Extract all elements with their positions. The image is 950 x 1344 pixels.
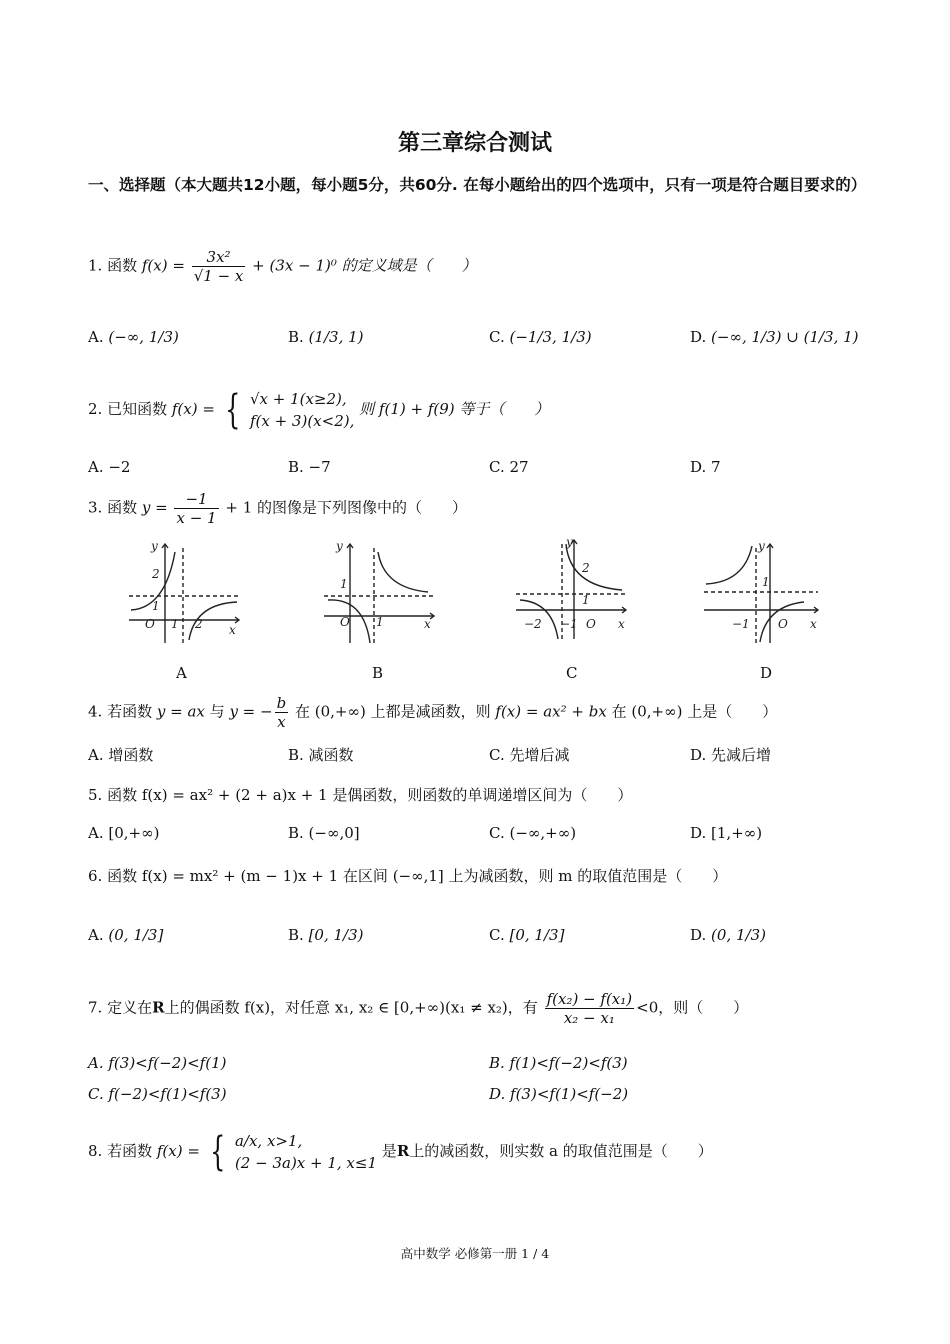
q2-option-a: A. −2 <box>88 458 131 476</box>
graph-label-d: D <box>760 664 773 682</box>
q1-tail: + (3x − 1)⁰ 的定义域是（ ） <box>252 256 477 275</box>
q2-cases: √x + 1(x≥2), f(x + 3)(x<2), <box>249 390 355 430</box>
q6-option-a: A. (0, 1/3] <box>88 926 164 944</box>
section-heading: 一、选择题（本大题共12小题，每小题5分，共60分. 在每小题给出的四个选项中，只有一项是符合题目要求的） <box>88 176 867 194</box>
svg-text:1: 1 <box>171 617 179 631</box>
svg-text:2: 2 <box>195 617 203 631</box>
svg-text:x: x <box>810 617 817 631</box>
svg-text:O: O <box>586 617 596 631</box>
svg-text:O: O <box>340 615 350 629</box>
svg-text:2: 2 <box>582 561 590 575</box>
graph-a <box>125 538 245 648</box>
q1-option-d: D. (−∞, 1/3) ∪ (1/3, 1) <box>690 328 859 346</box>
question-5: 5. 函数 f(x) = ax² + (2 + a)x + 1 是偶函数，则函数的单调递增区间为（ ） <box>88 786 633 804</box>
graph-d <box>700 538 825 648</box>
q1-option-a: A. (−∞, 1/3) <box>88 328 179 346</box>
svg-text:−1: −1 <box>732 617 750 631</box>
q2-option-d: D. 7 <box>690 458 721 476</box>
question-2: 2. 已知函数 f(x) = { √x + 1(x≥2), f(x + 3)(x<2), 则 f(1) + f(9) 等于（ ） <box>88 387 550 433</box>
svg-text:y: y <box>566 535 573 549</box>
question-3: 3. 函数 y = $\frac{-1}{x - 1}$ + 1 的图像是下列图像中的（ ） <box>88 490 468 527</box>
q5-option-b: B. (−∞,0] <box>288 824 360 842</box>
svg-text:1: 1 <box>582 593 590 607</box>
svg-text:−1: −1 <box>560 617 578 631</box>
q1-option-b: B. (1/3, 1) <box>288 328 364 346</box>
q1-den: √1 − x <box>193 267 244 285</box>
q7-option-b: B. f(1)<f(−2)<f(3) <box>489 1054 628 1072</box>
q6-option-d: D. (0, 1/3) <box>690 926 766 944</box>
page-footer: 高中数学 必修第一册 1 / 4 <box>400 1246 550 1261</box>
question-8: 8. 若函数 f(x) = { a/x, x>1, (2 − 3a)x + 1, x≤1 是R上的减函数，则实数 a 的取值范围是（ ） <box>88 1129 713 1175</box>
graph-c <box>512 534 632 644</box>
page-title: 第三章综合测试 <box>397 131 552 156</box>
svg-text:O: O <box>778 617 788 631</box>
svg-text:y: y <box>151 539 158 553</box>
graph-label-b: B <box>372 664 384 682</box>
svg-text:x: x <box>618 617 625 631</box>
svg-text:1: 1 <box>762 575 770 589</box>
graph-label-a: A <box>176 664 187 682</box>
svg-text:1: 1 <box>340 577 348 591</box>
q4-option-c: C. 先增后减 <box>489 746 570 764</box>
q5-option-a: A. [0,+∞) <box>88 824 160 842</box>
question-7: 7. 定义在R上的偶函数 f(x)，对任意 x₁, x₂ ∈ [0,+∞)(x₁ ≠ x₂)，有 $\frac{\text{f(x₂) − f(x₁)}}{\text{x₂ − x₁}}$ <0，则（ ） <box>88 990 749 1027</box>
svg-text:y: y <box>336 539 343 553</box>
q1-option-c: C. (−1/3, 1/3) <box>489 328 592 346</box>
brace-icon: { <box>209 1129 226 1175</box>
graph-b <box>320 538 440 648</box>
q2-option-b: B. −7 <box>288 458 331 476</box>
q4-option-d: D. 先减后增 <box>690 746 772 764</box>
q6-option-b: B. [0, 1/3) <box>288 926 364 944</box>
brace-icon: { <box>224 387 241 433</box>
svg-text:−2: −2 <box>524 617 542 631</box>
q6-option-c: C. [0, 1/3] <box>489 926 565 944</box>
svg-text:y: y <box>758 539 765 553</box>
question-6: 6. 函数 f(x) = mx² + (m − 1)x + 1 在区间 (−∞,1] 上为减函数，则 m 的取值范围是（ ） <box>88 867 728 885</box>
q7-option-a: A. f(3)<f(−2)<f(1) <box>88 1054 227 1072</box>
svg-text:1: 1 <box>376 615 384 629</box>
svg-text:1: 1 <box>152 599 160 613</box>
q4-option-b: B. 减函数 <box>288 746 354 764</box>
q4-option-a: A. 增函数 <box>88 746 154 764</box>
q2-option-c: C. 27 <box>489 458 529 476</box>
svg-text:x: x <box>229 623 236 637</box>
question-4: 4. 若函数 y = ax 与 y = − $\frac{b}{x}$ 在 (0,+∞) 上都是减函数，则 f(x) = ax² + bx 在 (0,+∞) 上是（ ） <box>88 694 778 731</box>
svg-text:x: x <box>424 617 431 631</box>
q5-option-c: C. (−∞,+∞) <box>489 824 577 842</box>
q1-fraction <box>192 248 246 285</box>
q7-option-c: C. f(−2)<f(1)<f(3) <box>88 1085 227 1103</box>
svg-text:O: O <box>145 617 155 631</box>
q1-prefix: 1. 函数 <box>88 256 138 275</box>
q1-func: f(x) = <box>141 256 185 275</box>
svg-text:2: 2 <box>152 567 160 581</box>
question-1 <box>88 248 477 285</box>
graph-label-c: C <box>566 664 578 682</box>
q5-option-d: D. [1,+∞) <box>690 824 763 842</box>
q7-option-d: D. f(3)<f(1)<f(−2) <box>489 1085 629 1103</box>
q1-num: 3x² <box>192 248 246 267</box>
